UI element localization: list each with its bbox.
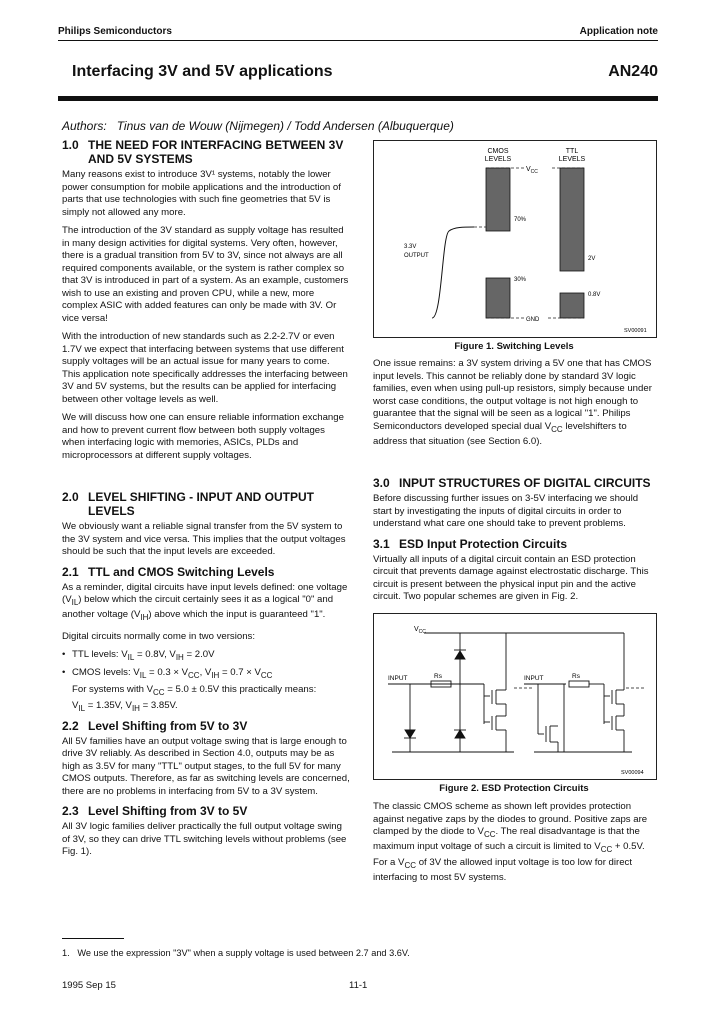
section-title: INPUT STRUCTURES OF DIGITAL CIRCUITS <box>399 476 651 491</box>
footer-page-number: 11-1 <box>349 980 368 991</box>
footnote: 1. We use the expression "3V" when a supply voltage is used between 2.7 and 3.6V. <box>62 948 410 958</box>
output-curve <box>432 227 474 318</box>
section-title: Level Shifting from 3V to 5V <box>88 804 248 819</box>
figure-2-diagram <box>374 614 656 779</box>
paragraph: We obviously want a reliable signal transfer from the 5V system to the 3V system and vice versa. This implies that the output voltages should be such that the input levels are exceeded. <box>62 521 346 557</box>
cmos-levels-label: LEVELS <box>484 156 512 163</box>
page-title: Interfacing 3V and 5V applications <box>72 63 333 80</box>
paragraph: Virtually all inputs of a digital circuit contain an ESD protection circuit that prevents damage against electrostatic discharge. This circuit is present between the physical input pin and the active circuit. Two popular schemes are given in Fig. 2. <box>373 553 649 603</box>
paragraph: All 5V families have an output voltage swing that is large enough to drive 3V reliably. As described in Section 4.0, outputs may be as high as 3.5V for many "TTL" output stages, to the full 5V for many CMOS outputs. Therefore, as far as switching levels are concerned, there are no problems in interfacing from 5V to a 3V system. <box>62 735 350 797</box>
document-number: AN240 <box>608 63 658 80</box>
cmos-low-bar <box>486 278 510 318</box>
input-label-right: INPUT <box>524 675 544 682</box>
section-number: 2.0 <box>62 490 79 504</box>
section-number: 2.3 <box>62 804 79 819</box>
paragraph: One issue remains: a 3V system driving a 5V one that has CMOS input levels. This cannot be reliably done by standard 3V logic families, even when using pull-up resistors, simply because under worst case conditions, the output voltage is not high enough to guarantee that the signal will be seen as a logical "1". Philips Semiconductors developed special dual $V_{CC}$ levelshifters to address that situation (see Section 6.0). <box>373 358 652 447</box>
section-2-1-heading <box>62 565 350 579</box>
input-label-left: INPUT <box>388 675 408 682</box>
ttl-label: TTL <box>565 148 579 155</box>
section-number: 3.1 <box>373 536 390 551</box>
gnd-label: GND <box>526 317 540 323</box>
ttl-levels-label: LEVELS <box>558 156 586 163</box>
paragraph: With the introduction of new standards such as 2.2-2.7V or even 1.7V we expect that interfacing between systems that use different supply voltages will be an actual issue for many years to come. This application note specifically addresses the interfacing between 3V and 5V systems, but the results can be applied for interfacing between other voltage levels as well. <box>62 331 348 405</box>
header-rule <box>58 40 658 41</box>
cmos-label: CMOS <box>487 148 509 155</box>
vcc-label: $V_{CC}$ <box>414 626 426 635</box>
figure-1-switching-levels <box>373 140 657 338</box>
section-3-heading <box>373 476 659 490</box>
bullet-icon: • <box>62 649 66 661</box>
figure-2-esd-protection <box>373 613 657 780</box>
bullet-icon: • <box>62 666 66 678</box>
section-title: THE NEED FOR INTERFACING BETWEEN 3V AND 5V SYSTEMS <box>88 138 344 166</box>
section-2-heading <box>62 490 350 518</box>
list-item-continuation: For systems with $V_{CC} = 5.0 \pm 0.5V$ this practically means: $V_{IL} = 1.35V$, $V_{IH} = 3.85V$. <box>72 684 317 713</box>
section-number: 3.0 <box>373 476 390 491</box>
section-3-1-heading <box>373 537 659 551</box>
section-number: 2.1 <box>62 564 79 579</box>
title-rule <box>58 96 658 101</box>
paragraph: We will discuss how one can ensure reliable information exchange and how to prevent current flow between both supply voltages when interfacing logic with memories, ASICs, PLDs and microprocessors at different supply voltages. <box>62 412 344 461</box>
figure-code: SV00094 <box>621 770 644 776</box>
paragraph: As a reminder, digital circuits have input levels defined: one voltage $(V_{IL})$ below which the circuit certainly sees it as a logical "0" and another voltage $(V_{IH})$ above which the input is guaranteed "1". <box>62 581 348 623</box>
footer-date: 1995 Sep 15 <box>62 980 116 991</box>
section-2-3-heading <box>62 804 350 818</box>
section-title: TTL and CMOS Switching Levels <box>88 564 275 579</box>
paragraph: Digital circuits normally come in two versions: <box>62 630 255 642</box>
pct30-label: 30% <box>514 277 527 283</box>
list-item: • TTL levels: $V_{IL} = 0.8V$, $V_{IH} = 2.0V$ <box>62 649 350 664</box>
paragraph: The classic CMOS scheme as shown left provides protection against negative zaps by the diodes to ground. Positive zaps are clamped by the diode to $V_{CC}$. The real disadvantage is that the maximum input voltage of such a circuit is limited to $V_{CC} + 0.5V$. For a $V_{CC}$ of 3V the allowed input voltage is too low for direct interfacing to most 5V systems. <box>373 801 648 884</box>
ttl-low-bar <box>560 293 584 318</box>
figure-1-caption: Figure 1. Switching Levels <box>454 341 574 352</box>
section-title: ESD Input Protection Circuits <box>399 536 568 551</box>
output-label: OUTPUT <box>404 253 429 259</box>
ttl-2v-label: 2V <box>588 256 596 262</box>
document-type: Application note <box>579 26 658 37</box>
section-1-heading <box>62 138 350 166</box>
ttl-high-bar <box>560 168 584 271</box>
vcc-label: $V_{CC}$ <box>526 166 538 175</box>
footnote-rule <box>62 938 124 939</box>
right-column-bottom <box>373 801 659 891</box>
authors-line: Authors: Tinus van de Wouw (Nijmegen) / Todd Andersen (Albuquerque) <box>62 119 454 133</box>
ttl-08v-label: 0.8V <box>588 292 601 298</box>
right-column <box>373 358 659 610</box>
paragraph: Many reasons exist to introduce 3V¹ systems, notably the lower power consumption for mobile applications and the introduction of parts that use technologies with such fine geometries that 5V is simply not allowed any more. <box>62 169 341 218</box>
company-name: Philips Semiconductors <box>58 26 172 37</box>
rs-label-right: Rs <box>572 673 580 680</box>
section-number: 1.0 <box>62 138 79 152</box>
paragraph: Before discussing further issues on 3-5V interfacing we should start by investigating the inputs of digital circuits in order to understand what care one should take to prevent problems. <box>373 493 639 530</box>
list-item: • CMOS levels: $V_{IL} = 0.3 \times V_{CC}$, $V_{IH} = 0.7 \times V_{CC}$ <box>62 667 350 682</box>
figure-1-diagram <box>374 141 656 337</box>
section-title: LEVEL SHIFTING - INPUT AND OUTPUT LEVELS <box>88 490 315 518</box>
section-title: Level Shifting from 5V to 3V <box>88 718 248 733</box>
pct70-label: 70% <box>514 217 527 223</box>
paragraph: All 3V logic families deliver practically the full output voltage swing of 3V, so they can drive TTL switching levels without problems (see Fig. 1). <box>62 821 347 858</box>
output-voltage-label: 3.3V <box>404 244 417 250</box>
section-2-2-heading <box>62 719 350 733</box>
figure-2-caption: Figure 2. ESD Protection Circuits <box>439 783 589 794</box>
figure-code: SV00091 <box>624 328 647 334</box>
left-column <box>62 138 350 865</box>
section-number: 2.2 <box>62 718 79 733</box>
paragraph: The introduction of the 3V standard as supply voltage has resulted in many design activities for digital systems. Very often, however, there is a gradual transition from 5V to 3V, since not always are all required components available, or the system is rather complex so that 3V is introduced in part of a system. As an example, customers wish to use an existing and proven CPU, while a new, more complex ASIC with added features can only be made with 3V. Or vice versa! <box>62 225 349 324</box>
cmos-high-bar <box>486 168 510 231</box>
rs-label-left: Rs <box>434 673 442 680</box>
